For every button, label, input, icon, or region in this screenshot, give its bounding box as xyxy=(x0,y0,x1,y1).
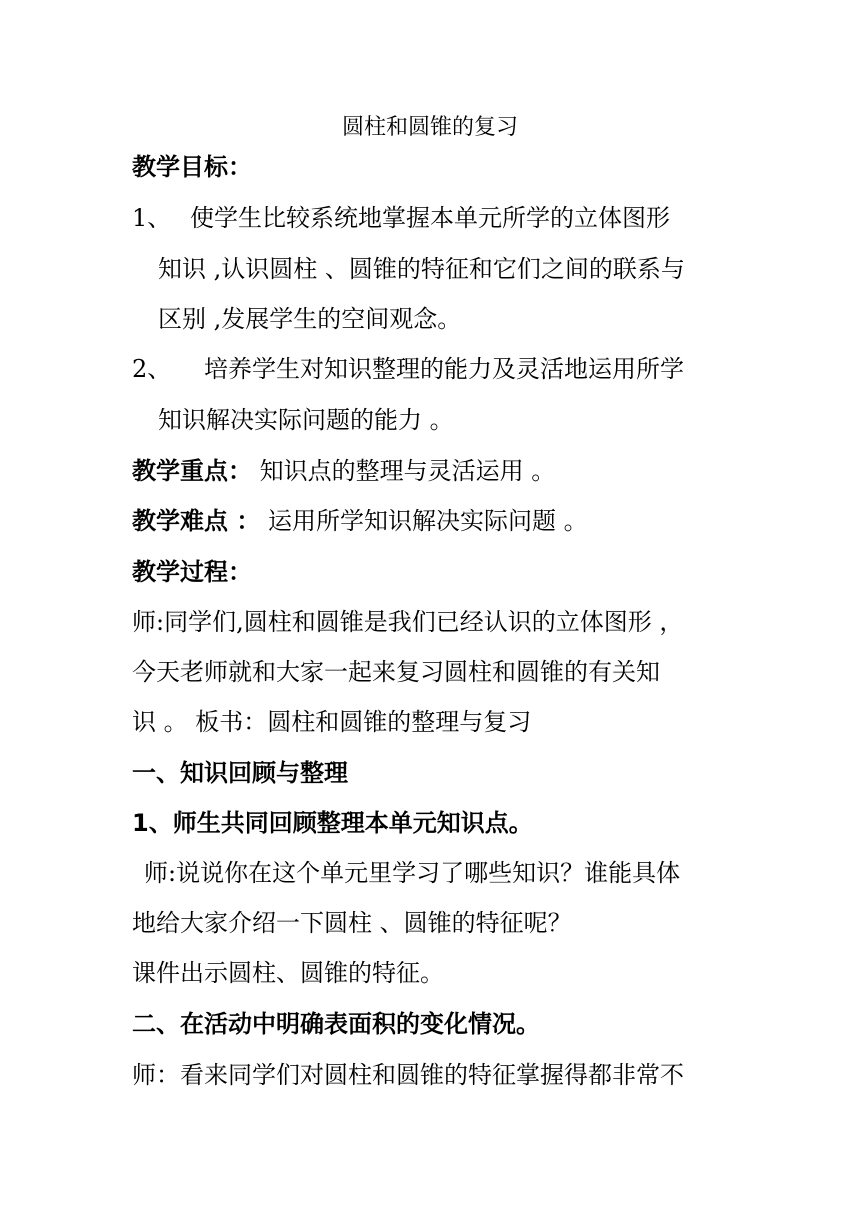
teacher-question-line-2: 地给大家介绍一下圆柱 、圆锥的特征呢？ xyxy=(132,909,572,937)
last-line: 师：看来同学们对圆柱和圆锥的特征掌握得都非常不 xyxy=(132,1061,684,1089)
intro-line-2: 今天老师就和大家一起来复习圆柱和圆锥的有关知 xyxy=(132,658,660,686)
objective-1-line-1 xyxy=(132,203,670,233)
objectives-heading: 教学目标： xyxy=(132,153,252,181)
objective-1-line-3: 区别 ,发展学生的空间观念。 xyxy=(158,305,462,333)
objective-2-text-1: 培养学生对知识整理的能力及灵活地运用所学 xyxy=(204,355,684,383)
intro-line-3: 识 。 板书：圆柱和圆锥的整理与复习 xyxy=(132,708,532,736)
objective-2-line-2: 知识解决实际问题的能力 。 xyxy=(158,406,454,434)
objective-2-number: 2、 xyxy=(132,355,172,383)
objective-1-number: 1、 xyxy=(132,204,172,232)
key-point-label: 教学重点： xyxy=(132,457,252,485)
document-title: 圆柱和圆锥的复习 xyxy=(341,115,518,140)
difficulty-text: 运用所学知识解决实际问题 。 xyxy=(268,507,588,535)
objective-1-text-1: 使学生比较系统地掌握本单元所学的立体图形 xyxy=(190,204,670,232)
process-heading: 教学过程： xyxy=(132,558,252,586)
intro-line-1: 师:同学们,圆柱和圆锥是我们已经认识的立体图形 ， xyxy=(132,608,684,636)
courseware-line: 课件出示圆柱、圆锥的特征。 xyxy=(132,959,444,987)
difficulty-label: 教学难点 ： xyxy=(132,507,261,535)
section-1-heading: 一、知识回顾与整理 xyxy=(132,759,348,787)
section-2-heading: 二、在活动中明确表面积的变化情况。 xyxy=(132,1010,540,1038)
objective-2-line-1 xyxy=(132,354,684,384)
objective-1-line-2: 知识 ,认识圆柱 、圆锥的特征和它们之间的联系与 xyxy=(158,255,685,283)
key-point-line xyxy=(132,456,555,486)
difficulty-line xyxy=(132,506,588,536)
key-point-text: 知识点的整理与灵活运用 。 xyxy=(259,457,556,485)
teacher-question-line-1: 师:说说你在这个单元里学习了哪些知识？谁能具体 xyxy=(144,859,681,887)
subsection-1-heading: 1、师生共同回顾整理本单元知识点。 xyxy=(132,809,533,837)
